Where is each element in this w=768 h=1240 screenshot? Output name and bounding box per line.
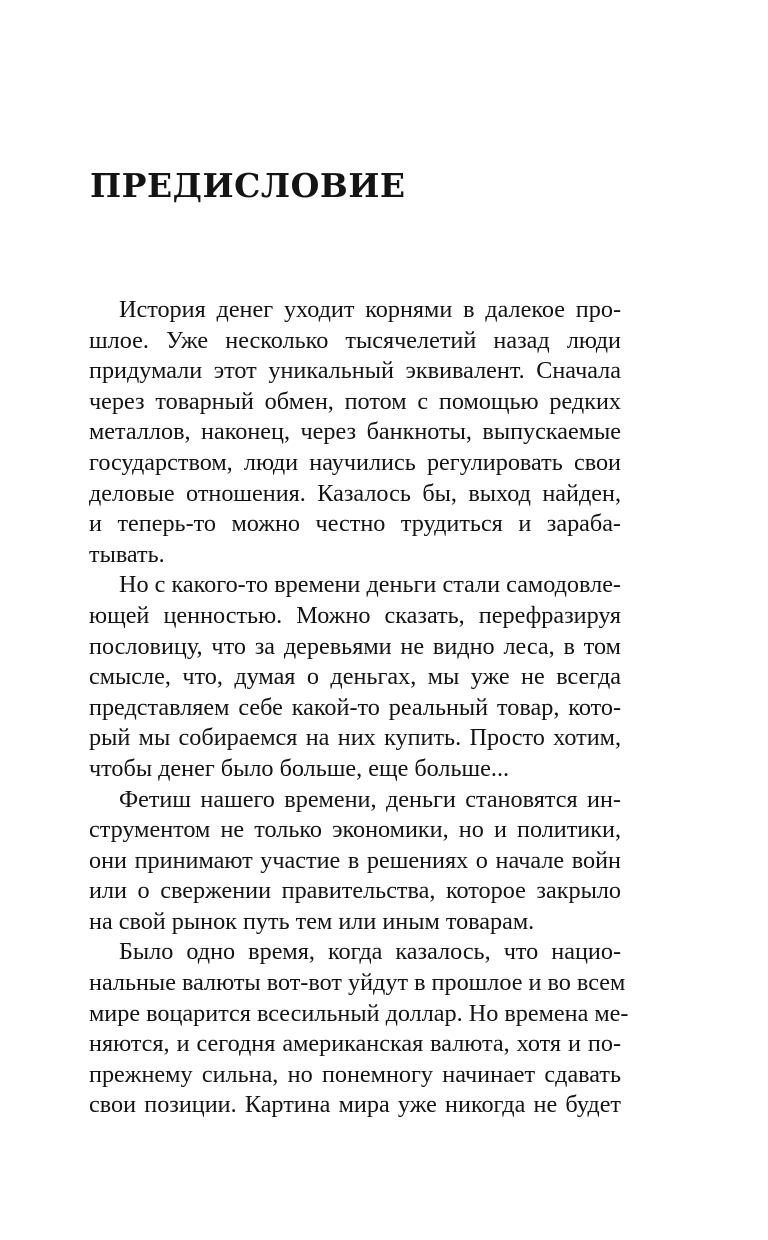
text-line: рый мы собираемся на них купить. Просто хотим, <box>89 724 621 752</box>
text-line: ющей ценностью. Можно сказать, перефразируя <box>89 601 621 629</box>
text-line: Было одно время, когда казалось, что нацио- <box>119 938 621 966</box>
text-line: нальные валюты вот-вот уйдут в прошлое и во всем <box>89 969 626 997</box>
text-line: Но с какого-то времени деньги стали самодовле- <box>119 571 621 599</box>
text-line: смысле, что, думая о деньгах, мы уже не всегда <box>89 663 621 691</box>
text-line: металлов, наконец, через банкноты, выпускаемые <box>89 418 621 446</box>
text-line: свои позиции. Картина мира уже никогда не будет <box>89 1091 621 1119</box>
text-line: деловые отношения. Казалось бы, выход найден, <box>89 479 621 507</box>
text-line: тывать. <box>89 540 165 568</box>
text-line: придумали этот уникальный эквивалент. Сначала <box>89 357 621 385</box>
text-line: государством, люди научились регулировать свои <box>89 448 621 476</box>
paragraph-1 <box>89 295 621 570</box>
text-line: История денег уходит корнями в далекое про- <box>119 296 621 323</box>
text-line: чтобы денег было больше, еще больше... <box>89 754 510 782</box>
text-line: через товарный обмен, потом с помощью редких <box>89 387 621 415</box>
text-line: пословицу, что за деревьями не видно леса, в том <box>89 632 621 660</box>
chapter-heading: ПРЕДИСЛОВИЕ <box>90 166 406 205</box>
text-line: представляем себе какой-то реальный товар, кото- <box>89 693 621 721</box>
paragraph-4 <box>89 937 629 1121</box>
text-line: струментом не только экономики, но и политики, <box>89 816 621 844</box>
text-line: они принимают участие в решениях о начале войн <box>89 846 621 874</box>
paragraph-3 <box>89 785 621 938</box>
text-line: мире воцарится всесильный доллар. Но времена ме- <box>89 999 629 1027</box>
text-line: няются, и сегодня американская валюта, хотя и по- <box>89 1030 621 1058</box>
paragraph-2 <box>89 570 621 784</box>
text-line: шлое. Уже несколько тысячелетий назад люди <box>89 326 621 354</box>
text-line: и теперь-то можно честно трудиться и зараба- <box>89 510 621 538</box>
text-line: или о свержении правительства, которое закрыло <box>89 877 621 905</box>
text-line: Фетиш нашего времени, деньги становятся ин- <box>119 785 621 813</box>
body-text <box>89 295 629 1121</box>
text-line: прежнему сильна, но понемногу начинает сдавать <box>89 1060 621 1088</box>
text-line: на свой рынок путь тем или иным товарам. <box>89 907 535 935</box>
